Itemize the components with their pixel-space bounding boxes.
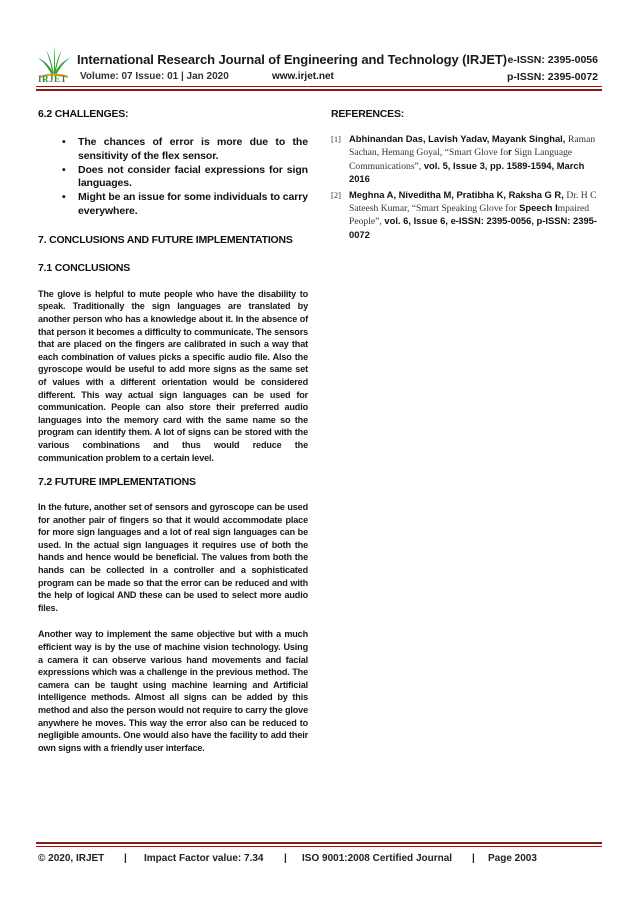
challenges-list	[38, 136, 308, 219]
footer-iso: ISO 9001:2008 Certified Journal	[302, 853, 453, 864]
conclusions-paragraph: The glove is helpful to mute people who have the disability to speak. Traditionally the sign languages are translated by another person who has a knowledge about it. In the absence of that person it becomes a difficulty to communicate. The sensors that are placed on the fingers are calibrated in such a way that each combination of values picks a specific audio file. Also the gyroscope would be useful to add more signs as the same set of values with a different orientation would be considered different. This way actual sign languages can be used for communication. People can also store their preferred audio languages into the memory card with the same name so the program can identify them. A lot of signs can be stored with the various combinations and thus would reduce the communication problem to a certain level.	[38, 288, 308, 463]
section-heading: 7. CONCLUSIONS AND FUTURE IMPLEMENTATIONS	[38, 233, 293, 246]
header-rule	[36, 86, 602, 87]
reference-item	[331, 133, 601, 186]
reference-number: [2]	[331, 189, 341, 200]
bullet-icon: •	[62, 163, 66, 176]
reference-title-s: S	[519, 202, 526, 214]
references-heading: REFERENCES:	[331, 108, 405, 120]
footer-copyright: © 2020, IRJET	[38, 853, 105, 864]
volume-issue: Volume: 07 Issue: 01 | Jan 2020	[80, 71, 229, 82]
bullet-icon: •	[62, 136, 66, 148]
footer-separator: |	[472, 853, 475, 864]
reference-authors: Meghna A, Niveditha M, Pratibha K, Raksha G R,	[349, 188, 564, 200]
reference-authors-rest: Dr. H C Sateesh Kumar, “Smart Speaking Glove for	[349, 189, 597, 215]
references-list	[331, 133, 601, 241]
future-paragraph-1: In the future, another set of sensors and gyroscope can be used for another pair of fingers so that it would accommodate place for more sign languages and a lot of real sign languages can be used. In the actual sign languages it requires use of both the hands and hence would be beneficial. The values from both the hands can be collected in a controller and a sophisticated program can be made so that the error can be reduced and with the help of logical AND these can be used to select more audio files.	[38, 502, 308, 613]
footer-separator: |	[284, 853, 287, 864]
eissn: e-ISSN: 2395-0056	[507, 54, 598, 66]
reference-title: Sign Language Communications”,	[349, 147, 573, 172]
journal-website: www.irjet.net	[272, 71, 334, 82]
future-heading: 7.2 FUTURE IMPLEMENTATIONS	[38, 476, 196, 489]
logo-text: IRJET	[38, 74, 68, 84]
conclusions-heading: 7.1 CONCLUSIONS	[38, 261, 131, 274]
future-paragraph-2: Another way to implement the same objective but with a much efficient way is by the use of machine vision technology. Using a camera it can observe various hand movements and facial expressions which was a challenge in the previous method. The camera can be taught using machine learning and Artificial intelligence methods. Almost all signs can be added by this method and also the person would not require to carry the glove anywhere he moves. This way the error also can be reduced to negligible amounts. One would also have the facility to add their own signs with a friendly user interface.	[38, 629, 308, 753]
journal-title: International Research Journal of Engineering and Technology (IRJET)	[77, 52, 507, 67]
reference-authors: Abhinandan Das, Lavish Yadav, Mayank Singhal,	[349, 133, 566, 144]
reference-title-end: r	[508, 146, 512, 158]
reference-item	[331, 189, 601, 242]
reference-title-peech: peech	[525, 202, 553, 214]
right-column	[331, 108, 601, 244]
left-column	[38, 108, 308, 754]
list-item: • Does not consider facial expressions for sign languages.	[62, 163, 308, 190]
challenges-heading: 6.2 CHALLENGES:	[38, 108, 129, 120]
pissn: p-ISSN: 2395-0072	[506, 71, 598, 83]
reference-title-i: I	[555, 202, 558, 214]
reference-number: [1]	[331, 134, 341, 144]
reference-details: vol. 5, Issue 3, pp. 1589-1594, March 2016	[349, 159, 585, 185]
footer-impact-factor: Impact Factor value: 7.34	[144, 853, 264, 864]
reference-authors-rest: Raman Sachan, Hemang Goyal, “Smart Glove fo	[349, 134, 596, 159]
footer-separator: |	[124, 853, 127, 864]
bullet-icon: •	[62, 191, 66, 204]
reference-details: vol. 6, Issue 6, e-ISSN: 2395-0056, p-ISSN: 2395-0072	[349, 215, 597, 240]
list-item: • Might be an issue for some individuals to carry everywhere.	[62, 191, 308, 217]
list-item: • The chances of error is more due to the sensitivity of the flex sensor.	[62, 136, 308, 162]
header-rule-thick	[36, 89, 602, 91]
footer-page-number: Page 2003	[488, 853, 537, 864]
footer-rule	[36, 846, 602, 847]
footer-rule-thick	[36, 842, 602, 844]
reference-title: mpaired People”,	[349, 203, 590, 228]
